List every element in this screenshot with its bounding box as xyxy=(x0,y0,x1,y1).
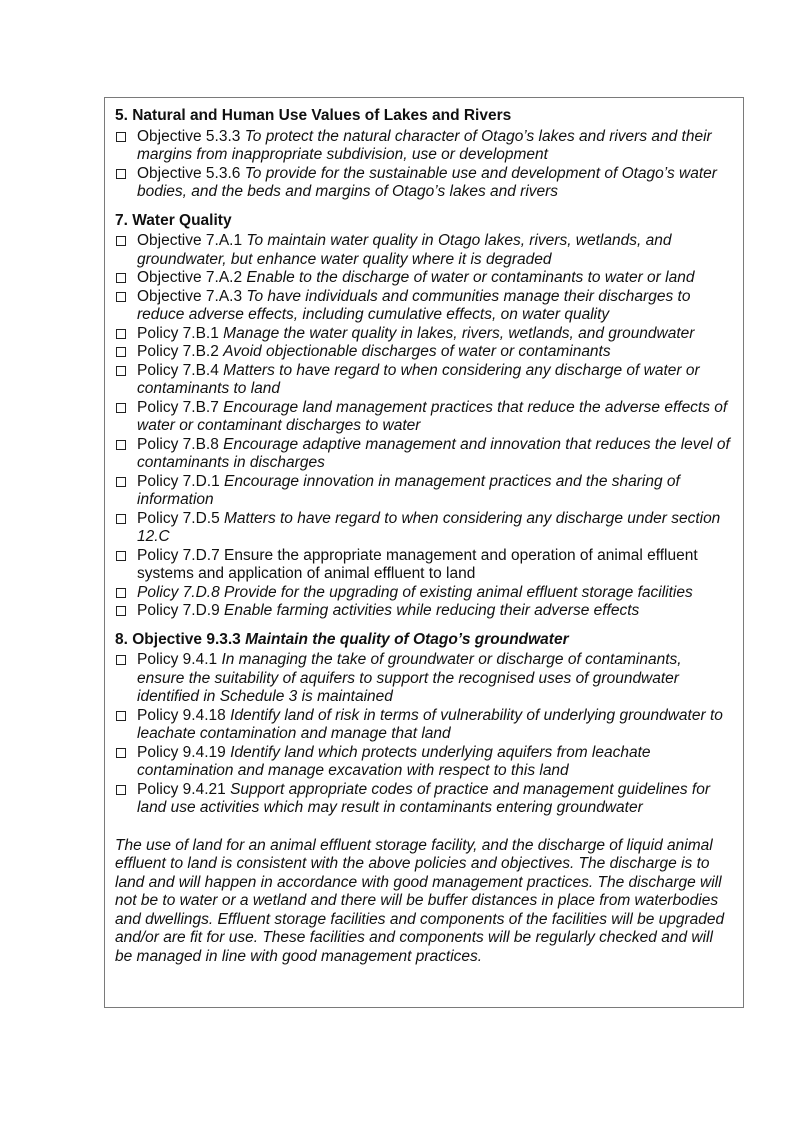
item-ref: Policy 7.B.8 xyxy=(137,435,219,453)
item-ref: Objective 7.A.1 xyxy=(137,232,243,249)
item-text: Identify land which protects underlying aquifers from leachate contamination and manage excavation with respect to this land xyxy=(137,743,651,779)
item-ref: Policy 7.B.1 xyxy=(137,324,219,342)
item-text: Matters to have regard to when considering any discharge under section 12.C xyxy=(137,509,721,545)
item-text: Encourage land management practices that reduce the adverse effects of water or contaminant discharges to water xyxy=(137,398,728,434)
list-item xyxy=(115,781,733,818)
section-heading-water-quality: 7. Water Quality xyxy=(115,211,232,229)
list-item xyxy=(115,128,733,165)
item-ref: Objective 7.A.2 xyxy=(137,269,243,286)
list-item xyxy=(115,399,733,436)
list-item xyxy=(115,510,733,547)
list-item xyxy=(115,547,733,584)
checkbox-icon[interactable] xyxy=(116,477,126,487)
checkbox-icon[interactable] xyxy=(116,748,126,758)
checkbox-icon[interactable] xyxy=(116,711,126,721)
checkbox-icon[interactable] xyxy=(116,655,126,665)
assessment-box xyxy=(104,97,744,1008)
item-text: To protect the natural character of Otago’s lakes and rivers and their margins from inappropriate subdivision, use or development xyxy=(137,127,712,163)
item-ref: Policy 7.D.9 xyxy=(137,602,220,619)
item-ref: Policy 9.4.21 xyxy=(137,780,226,798)
section-heading-groundwater xyxy=(115,631,733,650)
item-text: Enable farming activities while reducing their adverse effects xyxy=(224,602,640,619)
list-item xyxy=(115,436,733,473)
section-heading-natural-values: 5. Natural and Human Use Values of Lakes and Rivers xyxy=(115,107,512,124)
item-ref: Policy 7.B.4 xyxy=(137,361,219,379)
item-text: Encourage innovation in management practices and the sharing of information xyxy=(137,472,680,508)
item-text: Manage the water quality in lakes, rivers, wetlands, and groundwater xyxy=(223,324,695,342)
list-item xyxy=(115,232,733,269)
heading-prefix: 8. Objective 9.3.3 xyxy=(115,630,241,648)
item-text: Matters to have regard to when considering any discharge of water or contaminants to land xyxy=(137,361,700,397)
list-item xyxy=(115,651,733,707)
list-item xyxy=(115,707,733,744)
list-item xyxy=(115,269,733,288)
checkbox-icon[interactable] xyxy=(116,551,126,561)
list-item xyxy=(115,584,733,603)
list-item xyxy=(115,602,733,621)
checkbox-icon[interactable] xyxy=(116,132,126,142)
item-text: Provide for the upgrading of existing animal effluent storage facilities xyxy=(224,583,693,601)
list-item xyxy=(115,362,733,399)
item-ref: Policy 7.B.2 xyxy=(137,343,219,360)
list-item xyxy=(115,473,733,510)
item-text: Ensure the appropriate management and operation of animal effluent systems and application of animal effluent to land xyxy=(137,546,698,582)
item-ref: Policy 7.D.1 xyxy=(137,472,220,490)
list-item xyxy=(115,744,733,781)
item-ref: Policy 7.D.7 xyxy=(137,546,220,564)
section-8-list xyxy=(115,651,733,818)
item-text: Enable to the discharge of water or contaminants to water or land xyxy=(246,269,695,286)
item-ref: Policy 7.B.7 xyxy=(137,398,219,416)
item-ref: Policy 9.4.19 xyxy=(137,743,226,761)
item-text: Avoid objectionable discharges of water or contaminants xyxy=(223,343,611,360)
checkbox-icon[interactable] xyxy=(116,403,126,413)
checkbox-icon[interactable] xyxy=(116,785,126,795)
checkbox-icon[interactable] xyxy=(116,366,126,376)
checkbox-icon[interactable] xyxy=(116,292,126,302)
section-5-list xyxy=(115,128,733,202)
item-text: To maintain water quality in Otago lakes, rivers, wetlands, and groundwater, but enhance water quality where it is degraded xyxy=(137,232,672,268)
list-item xyxy=(115,288,733,325)
checkbox-icon[interactable] xyxy=(116,440,126,450)
item-text: In managing the take of groundwater or discharge of contaminants, ensure the suitability of aquifers to support the recognised uses of groundwater identified in Schedule 3 is maintained xyxy=(137,651,682,705)
checkbox-icon[interactable] xyxy=(116,329,126,339)
item-text: Encourage adaptive management and innovation that reduces the level of contaminants in discharges xyxy=(137,435,730,471)
section-7-list xyxy=(115,232,733,621)
item-ref: Policy 9.4.1 xyxy=(137,651,218,668)
item-ref: Objective 5.3.3 xyxy=(137,127,241,145)
checkbox-icon[interactable] xyxy=(116,236,126,246)
summary-paragraph: The use of land for an animal effluent storage facility, and the discharge of liquid animal effluent to land is consistent with the above policies and objectives. The discharge is to land and will happen in accordance with good management practices. The discharge will not be to water or a wetland and there will be buffer distances in place from waterbodies and dwellings. Effluent storage facilities and components of the facilities will be upgraded and/or are fit for use. These facilities and components will be regularly checked and will be managed in line with good management practices. xyxy=(115,836,725,965)
item-ref: Objective 7.A.3 xyxy=(137,287,243,305)
item-ref: Policy 9.4.18 xyxy=(137,706,226,724)
item-text: To provide for the sustainable use and development of Otago’s water bodies, and the beds and margins of Otago’s lakes and rivers xyxy=(137,164,717,200)
list-item xyxy=(115,165,733,202)
checkbox-icon[interactable] xyxy=(116,514,126,524)
item-ref: Objective 5.3.6 xyxy=(137,164,241,182)
item-text: To have individuals and communities manage their discharges to reduce adverse effects, including cumulative effects, on water quality xyxy=(137,287,691,323)
item-text: Identify land of risk in terms of vulnerability of underlying groundwater to leachate contamination and manage that land xyxy=(137,706,723,742)
checkbox-icon[interactable] xyxy=(116,606,126,616)
item-ref: Policy 7.D.8 xyxy=(137,583,220,601)
item-ref: Policy 7.D.5 xyxy=(137,509,220,527)
heading-italic: Maintain the quality of Otago’s groundwater xyxy=(245,630,569,648)
checkbox-icon[interactable] xyxy=(116,347,126,357)
item-text: Support appropriate codes of practice and management guidelines for land use activities which may result in contaminants entering groundwater xyxy=(137,780,711,816)
checkbox-icon[interactable] xyxy=(116,169,126,179)
checkbox-icon[interactable] xyxy=(116,273,126,283)
list-item xyxy=(115,343,733,362)
checkbox-icon[interactable] xyxy=(116,588,126,598)
list-item xyxy=(115,325,733,344)
